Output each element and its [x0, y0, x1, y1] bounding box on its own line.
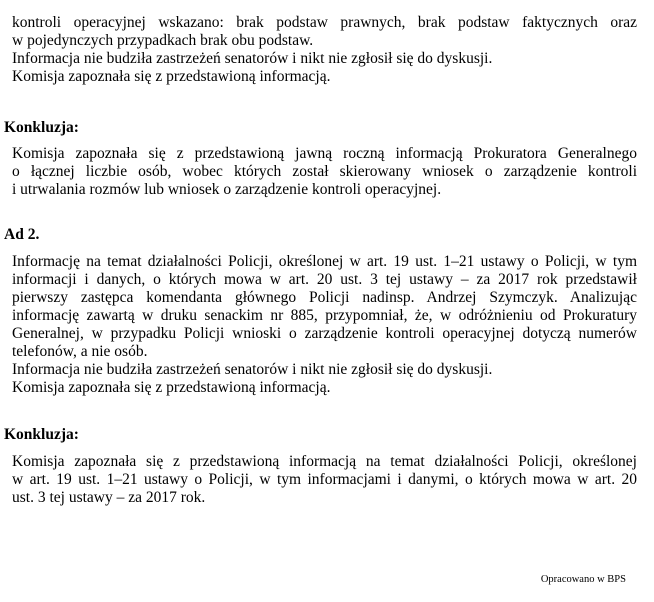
paragraph-line: informację zawartą w druku senackim nr 885, przypomniał, że, w odróżnieniu od Prokuratury [12, 307, 637, 324]
paragraph-line: o łącznej liczbie osób, wobec których został skierowany wniosek o zarządzenie kontroli [12, 163, 637, 180]
paragraph-line: Komisja zapoznała się z przedstawioną informacją na temat działalności Policji, określonej [12, 453, 637, 470]
paragraph-line: Komisja zapoznała się z przedstawioną informacją. [12, 379, 331, 396]
paragraph-line: i utrwalania rozmów lub wniosek o zarządzenie kontroli operacyjnej. [12, 181, 442, 198]
paragraph-line: Informacja nie budziła zastrzeżeń senatorów i nikt nie zgłosił się do dyskusji. [12, 50, 493, 67]
paragraph-line: kontroli operacyjnej wskazano: brak podstaw prawnych, brak podstaw faktycznych oraz [12, 14, 637, 31]
paragraph-line: Komisja zapoznała się z przedstawioną jawną roczną informacją Prokuratora Generalnego [12, 145, 637, 162]
paragraph-line: Komisja zapoznała się z przedstawioną informacją. [12, 68, 331, 85]
paragraph-line: informacji i danych, o których mowa w art. 20 ust. 3 tej ustawy – za 2017 rok przedstawił [12, 271, 637, 288]
paragraph-line: Generalnej, w przypadku Policji wnioski o zarządzenie kontroli operacyjnej dotyczą numerów [12, 325, 637, 342]
paragraph-line: ust. 3 tej ustawy – za 2017 rok. [12, 489, 206, 506]
section-heading: Ad 2. [4, 226, 40, 243]
paragraph-line: Informację na temat działalności Policji, określonej w art. 19 ust. 1–21 ustawy o Policji, w tym [12, 253, 637, 270]
section-heading: Konkluzja: [4, 119, 79, 136]
paragraph-line: Informacja nie budziła zastrzeżeń senatorów i nikt nie zgłosił się do dyskusji. [12, 361, 493, 378]
paragraph-line: w art. 19 ust. 1–21 ustawy o Policji, w tym informacjami i danymi, o których mowa w art. 20 [12, 471, 637, 488]
paragraph-line: telefonów, a nie osób. [12, 343, 148, 360]
section-heading: Konkluzja: [4, 426, 79, 443]
paragraph-line: pierwszy zastępca komendanta głównego Policji nadinsp. Andrzej Szymczyk. Analizując [12, 289, 637, 306]
footer-credit: Opracowano w BPS [540, 574, 626, 585]
paragraph-line: w pojedynczych przypadkach brak obu podstaw. [12, 32, 314, 49]
